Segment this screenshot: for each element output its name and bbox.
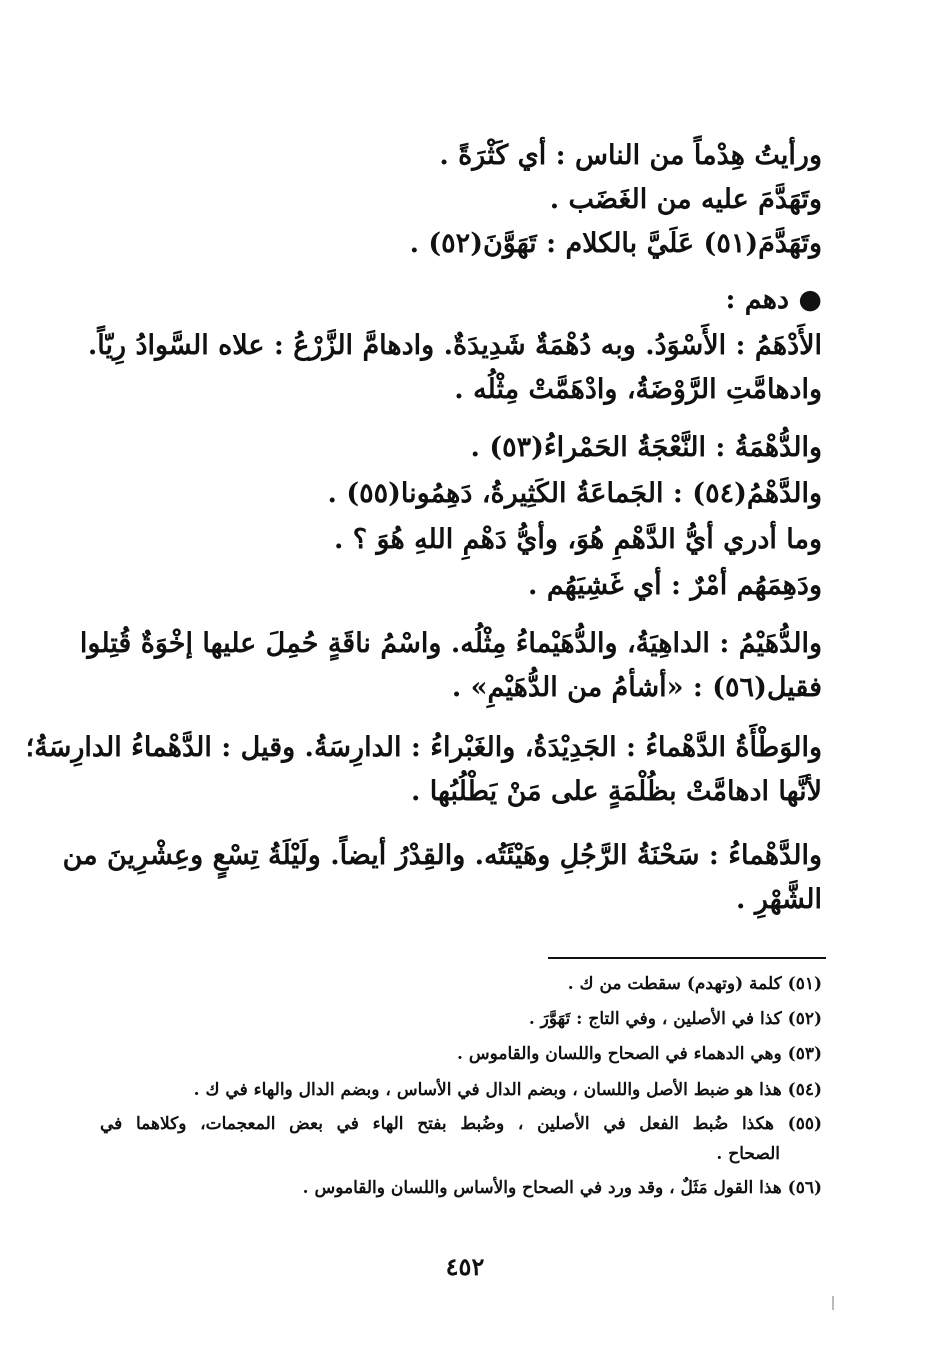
text-line: الأَدْهَمُ : الأَسْوَدُ. وبه دُهْمَةٌ شَدِيدَةٌ. وادهامَّ الزَّرْعُ : علاه السَّوادُ رِيّاً. <box>87 330 822 361</box>
text-line: وتَهَدَّمَ عليه من الغَضَب . <box>549 184 822 215</box>
text-line: فقيل(٥٦) : «أشأمُ من الدُّهَيْمِ» . <box>451 672 822 703</box>
footnote: (٥٤) هذا هو ضبط الأصل واللسان ، وبضم الدال في الأساس ، وبضم الدال والهاء في ك . <box>193 1080 822 1100</box>
footnote: (٥٣) وهي الدهماء في الصحاح واللسان والقاموس . <box>456 1044 822 1064</box>
scan-speck <box>832 1296 834 1310</box>
text-line: والدَّهْماءُ : سَحْنَةُ الرَّجُلِ وهَيْئَتُه. والقِدْرُ أيضاً. ولَيْلَةُ تِسْعٍ وعِشْرِينَ من <box>62 840 822 871</box>
text-line: وتَهَدَّمَ(٥١) عَلَيَّ بالكلام : تَهَوَّنَ(٥٢) . <box>409 228 822 259</box>
text-line: والدَّهْمُ(٥٤) : الجَماعَةُ الكَثِيرةُ، دَهِمُونا(٥٥) . <box>327 478 822 509</box>
text-line: الشَّهْرِ . <box>736 884 822 915</box>
footnote-divider <box>548 957 826 959</box>
text-line: وادهامَّتِ الرَّوْضَةُ، وادْهَمَّتْ مِثْلُه . <box>454 374 822 405</box>
text-line: والوَطْأَةُ الدَّهْماءُ : الجَدِيْدَةُ، والغَبْراءُ : الدارِسَةُ. وقيل : الدَّهْماءُ الدارِسَةُ؛ <box>25 732 822 763</box>
text-line: ودَهِمَهُم أمْرٌ : أي غَشِيَهُم . <box>528 570 822 601</box>
footnote: (٥١) كلمة (وتهدم) سقطت من ك . <box>567 974 822 994</box>
footnote: (٥٥) هكذا ضُبط الفعل في الأصلين ، وضُبط بفتح الهاء في بعض المعجمات، وكلاهما في <box>100 1114 822 1134</box>
footnote: (٥٢) كذا في الأصلين ، وفي التاج : تَهَوَّرَ . <box>528 1009 822 1029</box>
text-line: وما أدري أيُّ الدَّهْمِ هُوَ، وأيُّ دَهْمِ اللهِ هُوَ ؟ . <box>333 524 822 555</box>
page-number: ٤٥٢ <box>445 1252 485 1281</box>
text-line: والدُّهَيْمُ : الداهِيَةُ، والدُّهَيْماءُ مِثْلُه. واسْمُ ناقَةٍ حُمِلَ عليها إخْوَةٌ قُتِلوا <box>79 628 822 659</box>
footnote: (٥٦) هذا القول مَثَلٌ ، وقد ورد في الصحاح والأساس واللسان والقاموس . <box>302 1178 822 1198</box>
footnote: الصحاح . <box>716 1144 780 1164</box>
entry-heading: ● دهم : <box>725 284 822 315</box>
text-line: والدُّهْمَةُ : النَّعْجَةُ الحَمْراءُ(٥٣) . <box>470 432 822 463</box>
text-line: لأنَّها ادهامَّتْ بظُلْمَةٍ على مَنْ يَطْلُبُها . <box>410 776 822 807</box>
text-line: ورأيتُ هِدْماً من الناس : أي كَثْرَةً . <box>439 140 822 171</box>
